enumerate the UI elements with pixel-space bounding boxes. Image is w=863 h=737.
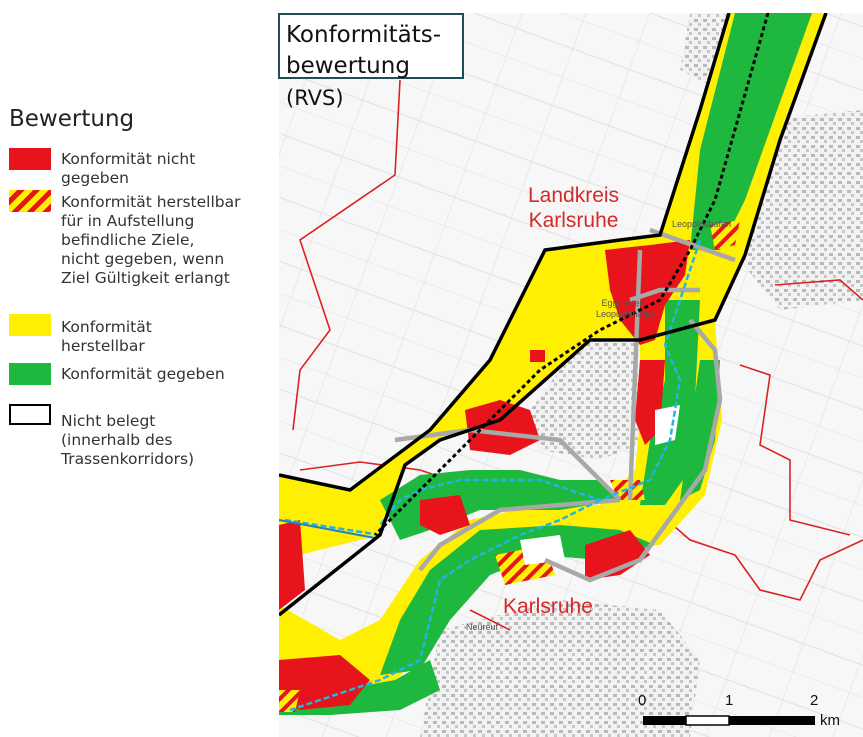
town-label-eggenstein: Eggenstein- Leopoldshafen (596, 298, 656, 319)
scale-bar-segment-3 (729, 716, 815, 725)
scale-bar-segment-2 (686, 716, 729, 725)
legend-heading: Bewertung (9, 106, 135, 132)
legend-label-green: Konformität gegeben (61, 365, 225, 383)
scale-tick-2: 2 (810, 692, 819, 709)
legend-swatch-red (9, 148, 51, 170)
map-title-line-2: bewertung (286, 53, 410, 79)
map-title-line-1: Konformitäts- (286, 22, 442, 48)
scale-tick-1: 1 (725, 692, 734, 709)
legend-label-outline: Nicht belegt (innerhalb des Trassenkorridors) (61, 412, 195, 468)
legend-swatch-green (9, 363, 51, 385)
place-label-karlsruhe: Karlsruhe (503, 595, 593, 618)
corridor-red-small (530, 350, 545, 362)
legend-swatch-yellow (9, 314, 51, 336)
map-canvas[interactable] (279, 13, 863, 737)
map-title-line-3: (RVS) (286, 86, 344, 110)
town-label-neureut: Neureut (466, 622, 499, 632)
scale-bar (643, 716, 815, 725)
village-label-top: Leopoldshafen (672, 219, 732, 229)
legend-swatch-outline (9, 404, 51, 425)
scale-tick-0: 0 (638, 692, 647, 709)
legend (0, 0, 278, 737)
legend-label-hatched: Konformität herstellbar für in Aufstellung befindliche Ziele, nicht gegeben, wenn Ziel Gültigkeit erlangt (61, 193, 241, 287)
legend-label-yellow: Konformität herstellbar (61, 318, 152, 355)
unoccupied-area (520, 535, 565, 565)
place-label-landkreis-karlsruhe: Landkreis Karlsruhe (528, 184, 620, 232)
scale-bar-segment-1 (643, 716, 686, 725)
legend-swatch-hatched (9, 190, 51, 212)
scale-unit: km (820, 712, 840, 729)
legend-label-red: Konformität nicht gegeben (61, 150, 196, 187)
